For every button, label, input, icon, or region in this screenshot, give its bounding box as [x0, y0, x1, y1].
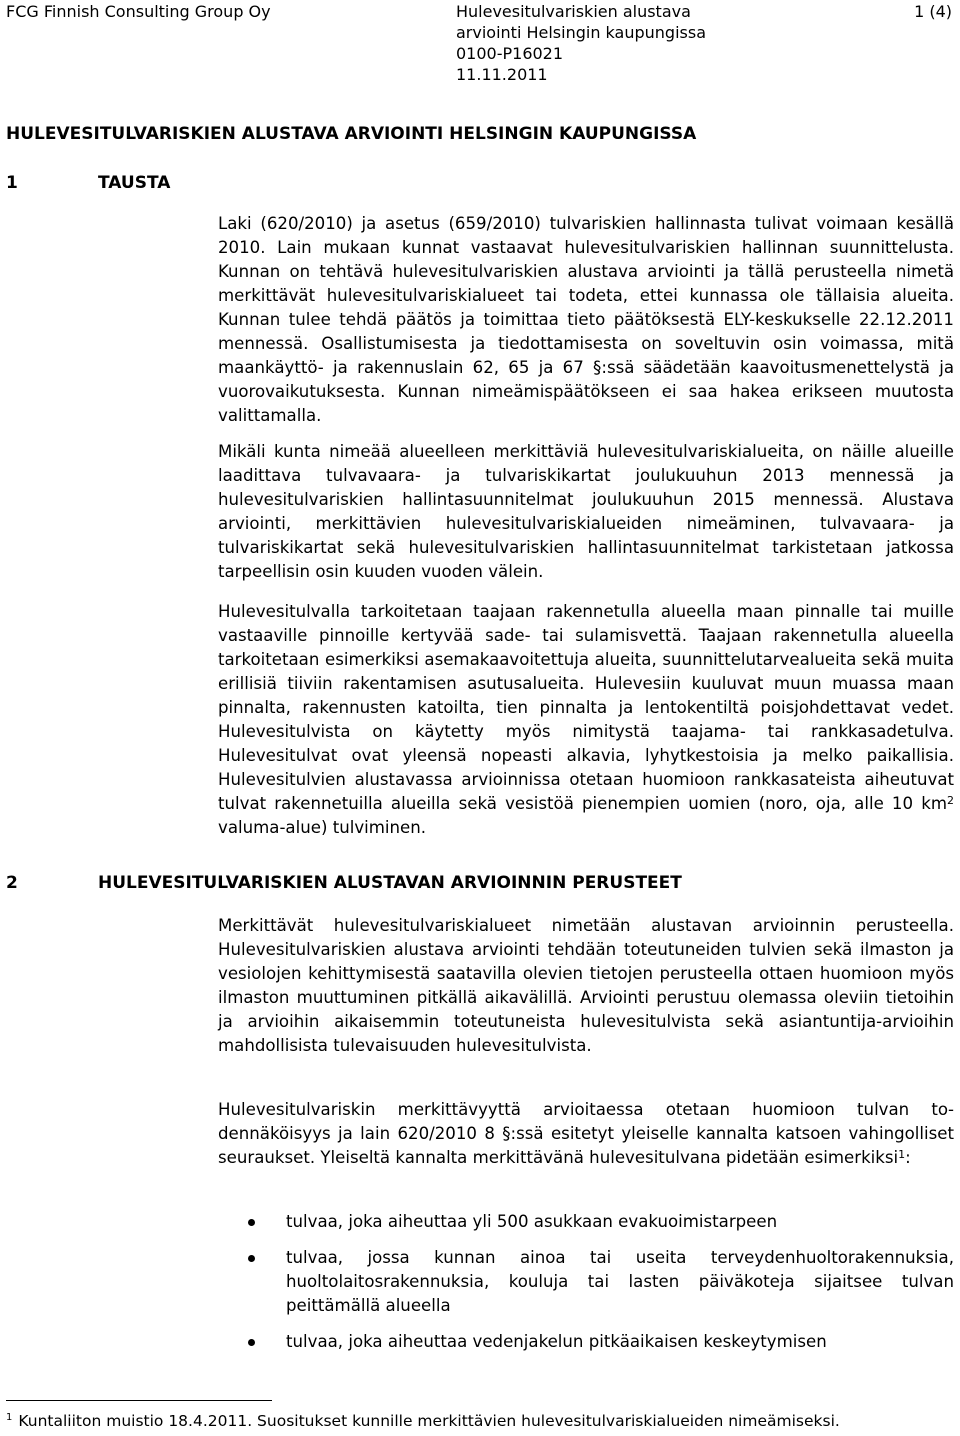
section-title: HULEVESITULVARISKIEN ALUSTAVAN ARVIOINNIN PERUSTEET [98, 873, 682, 893]
list-item-text: tulvaa, joka aiheuttaa yli 500 asukkaan evakuoimistarpeen [286, 1212, 778, 1231]
list-item [218, 1246, 954, 1318]
section-number: 2 [6, 873, 18, 893]
header-doc-line: 0100-P16021 [456, 44, 564, 63]
section-1-paragraph-1 [218, 212, 954, 428]
paragraph-text: Merkittävät hulevesitulvariskialueet nimetään alustavan arvioinnin perusteella. Hulevesitulvariskien alustava arviointi tehdään toteutuneiden tulvien sekä ilmaston ja vesiolojen kehittymisestä saatavilla olevien tietojen perusteella ottaen huomioon myös ilmaston muuttuminen pitkällä aikavälillä. Arviointi perustuu olemassa oleviin tietoihin ja arvioihin aikaisemmin toteutuneista hulevesitulvista sekä asiantuntija-arvioihin mahdollisista tulevaisuuden hulevesitulvista. [218, 916, 954, 1055]
bullet-icon [248, 1339, 255, 1346]
section-2-heading [6, 873, 682, 893]
paragraph-text: Mikäli kunta nimeää alueelleen merkittäviä hulevesitulvariskialueita, on näille alueille laadittava tulvavaara- ja tulvariskikartat joulukuuhun 2013 mennessä ja hulevesitulvariskien hallintasuunnitelmat joulukuuhun 2015 mennessä. Alustava arviointi, merkittävien hulevesitulvariskialueiden nimeäminen, tulvavaara- ja tulvariskikartat sekä hulevesitulvariskien hallintasuunnitelmat tarkistetaan jatkossa tarpeellisin osin kuuden vuoden välein. [218, 442, 954, 581]
header-company: FCG Finnish Consulting Group Oy [6, 2, 271, 21]
paragraph-text [218, 600, 954, 840]
section-title: TAUSTA [98, 173, 171, 193]
footnote-divider [6, 1400, 272, 1401]
footnote [6, 1412, 840, 1430]
bullet-icon [248, 1219, 255, 1226]
page-number: 1 (4) [914, 2, 952, 21]
list-item-text: tulvaa, joka aiheuttaa vedenjakelun pitkäaikaisen keskeytymisen [286, 1332, 827, 1351]
list-item [218, 1210, 954, 1234]
header-doc-line: 11.11.2011 [456, 65, 548, 84]
footnote-reference: 1 [898, 1148, 906, 1161]
header-doc-line: Hulevesitulvariskien alustava [456, 2, 691, 21]
section-2-paragraph-2 [218, 1098, 954, 1170]
criteria-list [218, 1210, 954, 1354]
section-1-heading [6, 173, 170, 193]
section-number: 1 [6, 173, 18, 193]
header-doc-line: arviointi Helsingin kaupungissa [456, 23, 706, 42]
footnote-marker: 1 [6, 1412, 13, 1423]
document-title: HULEVESITULVARISKIEN ALUSTAVA ARVIOINTI HELSINGIN KAUPUNGISSA [6, 124, 697, 144]
bullet-icon [248, 1255, 255, 1262]
section-1-paragraph-3 [218, 600, 954, 840]
paragraph-text: Laki (620/2010) ja asetus (659/2010) tulvariskien hallinnasta tulivat voimaan kesällä 2010. Lain mukaan kunnat vastaavat hulevesitulvariskien hallinnan suunnittelusta. Kunnan on tehtävä hulevesitulvariskien alustava arviointi ja tällä perusteella nimetä merkittävät hulevesitulvariskialueet tai todeta, ettei kunnassa ole tällaisia alueita. Kunnan tulee tehdä päätös ja toimittaa tieto päätöksestä ELY-keskukselle 22.12.2011 mennessä. Osallistumisesta ja tiedottamisesta on soveltuvin osin voimassa, mitä maankäyttö- ja rakennuslain 62, 65 ja 67 §:ssä säädetään kaavoitusmenettelystä ja vuorovaikutuksesta. Kunnan nimeämispäätökseen ei saa hakea erikseen muutosta valittamalla. [218, 214, 954, 425]
paragraph-text-part: Hulevesitulvariskin merkittävyyttä arvioitaessa otetaan huomioon tulvan todennäköisyys ja lain 620/2010 8 §:ssä esitetyt yleiselle kannalta katsoen vahingolliset seuraukset. Yleiseltä kannalta merkittävänä hulevesitulvana pidetään esimerkiksi [218, 1100, 954, 1167]
paragraph-text-part: Hulevesitulvalla tarkoitetaan taajaan rakennetulla alueella maan pinnalle tai muille vastaaville pinnoille kertyvää sade- tai sulamisvettä. Taajaan rakennetulla alueella tarkoitetaan esimerkiksi asemakaavoitettuja alueita, suunnittelutarvealueita sekä muita erillisiä tiiviin rakentamisen asutusalueita. Hulevesiin kuuluvat muun muassa maan pinnalta, rakennusten katoilta, tien pinnalta ja lentokentiltä poisjohdettavat vedet. Hulevesitulvista on käytetty myös nimitystä taajama- tai rankkasadetulva. Hulevesitulvat ovat yleensä nopeasti alkavia, lyhytkestoisia ja melko paikallisia. Hulevesitulvien alustavassa arvioinnissa otetaan huomioon rankkasateista aiheutuvat tulvat rakennetuilla alueilla sekä vesistöä pienempien uomien (noro, oja, alle 10 km [218, 602, 954, 813]
list-item [218, 1330, 954, 1354]
footnote-text: Kuntaliiton muistio 18.4.2011. Suositukset kunnille merkittävien hulevesitulvariskialueiden nimeämiseksi. [18, 1412, 840, 1430]
paragraph-text [218, 1098, 954, 1170]
section-2-paragraph-1 [218, 914, 954, 1058]
superscript: 2 [947, 794, 954, 807]
section-1-paragraph-2 [218, 440, 954, 584]
list-item-text: tulvaa, jossa kunnan ainoa tai useita terveydenhuoltorakennuksia, huoltolaitosrakennuksia, kouluja tai lasten päiväkoteja sijaitsee tulvan peittämällä alueella [286, 1248, 954, 1315]
paragraph-text-part: valuma-alue) tulviminen. [218, 818, 427, 837]
paragraph-text-part: : [905, 1148, 911, 1167]
header-document-info [456, 1, 706, 85]
